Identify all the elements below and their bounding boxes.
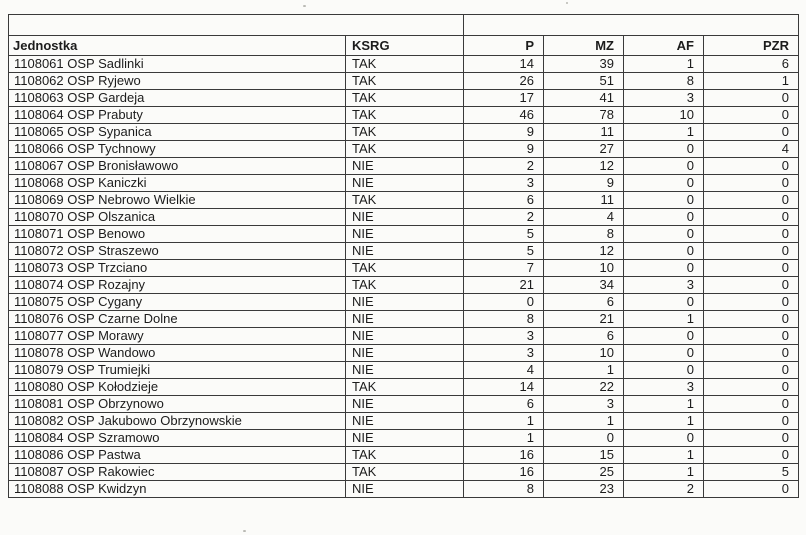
- pzr-count-cell: 0: [704, 260, 799, 277]
- column-header-p: P: [464, 36, 544, 56]
- unit-name-cell: 1108066 OSP Tychnowy: [9, 141, 346, 158]
- p-count-cell: 7: [464, 260, 544, 277]
- mz-count-cell: 41: [544, 90, 624, 107]
- unit-name-cell: 1108062 OSP Ryjewo: [9, 73, 346, 90]
- af-count-cell: 1: [624, 413, 704, 430]
- table-row: [9, 430, 799, 447]
- p-count-cell: 14: [464, 56, 544, 73]
- p-count-cell: 26: [464, 73, 544, 90]
- p-count-cell: 1: [464, 430, 544, 447]
- ksrg-cell: NIE: [346, 328, 464, 345]
- pzr-count-cell: 0: [704, 396, 799, 413]
- af-count-cell: 0: [624, 158, 704, 175]
- pzr-count-cell: 0: [704, 311, 799, 328]
- table-row: [9, 447, 799, 464]
- ksrg-cell: TAK: [346, 379, 464, 396]
- ksrg-cell: NIE: [346, 294, 464, 311]
- table-row: [9, 294, 799, 311]
- mz-count-cell: 10: [544, 260, 624, 277]
- af-count-cell: 1: [624, 396, 704, 413]
- table-row: [9, 226, 799, 243]
- spacer-cell-right: [464, 15, 799, 36]
- osp-units-table: [8, 14, 799, 498]
- table-row: [9, 175, 799, 192]
- table-row: [9, 209, 799, 226]
- unit-name-cell: 1108079 OSP Trumiejki: [9, 362, 346, 379]
- af-count-cell: 10: [624, 107, 704, 124]
- column-header-af: AF: [624, 36, 704, 56]
- table-row: [9, 158, 799, 175]
- p-count-cell: 4: [464, 362, 544, 379]
- af-count-cell: 0: [624, 141, 704, 158]
- table-body: [9, 56, 799, 498]
- unit-name-cell: 1108077 OSP Morawy: [9, 328, 346, 345]
- mz-count-cell: 21: [544, 311, 624, 328]
- af-count-cell: 1: [624, 464, 704, 481]
- af-count-cell: 0: [624, 175, 704, 192]
- pzr-count-cell: 1: [704, 73, 799, 90]
- unit-name-cell: 1108061 OSP Sadlinki: [9, 56, 346, 73]
- mz-count-cell: 1: [544, 413, 624, 430]
- pzr-count-cell: 6: [704, 56, 799, 73]
- table-row: [9, 362, 799, 379]
- mz-count-cell: 12: [544, 158, 624, 175]
- pzr-count-cell: 0: [704, 90, 799, 107]
- scan-speck: [566, 2, 568, 4]
- p-count-cell: 46: [464, 107, 544, 124]
- mz-count-cell: 23: [544, 481, 624, 498]
- af-count-cell: 3: [624, 277, 704, 294]
- mz-count-cell: 51: [544, 73, 624, 90]
- p-count-cell: 2: [464, 209, 544, 226]
- mz-count-cell: 25: [544, 464, 624, 481]
- mz-count-cell: 9: [544, 175, 624, 192]
- af-count-cell: 0: [624, 209, 704, 226]
- ksrg-cell: TAK: [346, 107, 464, 124]
- mz-count-cell: 3: [544, 396, 624, 413]
- mz-count-cell: 78: [544, 107, 624, 124]
- header-row: [9, 36, 799, 56]
- table-row: [9, 260, 799, 277]
- p-count-cell: 5: [464, 243, 544, 260]
- pzr-count-cell: 4: [704, 141, 799, 158]
- scan-speck: [243, 530, 246, 532]
- pzr-count-cell: 0: [704, 294, 799, 311]
- af-count-cell: 2: [624, 481, 704, 498]
- af-count-cell: 0: [624, 192, 704, 209]
- ksrg-cell: NIE: [346, 413, 464, 430]
- ksrg-cell: NIE: [346, 345, 464, 362]
- unit-name-cell: 1108088 OSP Kwidzyn: [9, 481, 346, 498]
- ksrg-cell: NIE: [346, 226, 464, 243]
- ksrg-cell: NIE: [346, 209, 464, 226]
- p-count-cell: 3: [464, 345, 544, 362]
- p-count-cell: 9: [464, 124, 544, 141]
- mz-count-cell: 12: [544, 243, 624, 260]
- column-header-mz: MZ: [544, 36, 624, 56]
- af-count-cell: 0: [624, 430, 704, 447]
- unit-name-cell: 1108086 OSP Pastwa: [9, 447, 346, 464]
- ksrg-cell: TAK: [346, 464, 464, 481]
- ksrg-cell: TAK: [346, 260, 464, 277]
- table-row: [9, 481, 799, 498]
- ksrg-cell: TAK: [346, 90, 464, 107]
- unit-name-cell: 1108064 OSP Prabuty: [9, 107, 346, 124]
- unit-name-cell: 1108087 OSP Rakowiec: [9, 464, 346, 481]
- p-count-cell: 6: [464, 396, 544, 413]
- af-count-cell: 1: [624, 311, 704, 328]
- pzr-count-cell: 0: [704, 481, 799, 498]
- unit-name-cell: 1108076 OSP Czarne Dolne: [9, 311, 346, 328]
- pzr-count-cell: 0: [704, 124, 799, 141]
- unit-name-cell: 1108078 OSP Wandowo: [9, 345, 346, 362]
- unit-name-cell: 1108070 OSP Olszanica: [9, 209, 346, 226]
- mz-count-cell: 27: [544, 141, 624, 158]
- af-count-cell: 1: [624, 447, 704, 464]
- pzr-count-cell: 0: [704, 175, 799, 192]
- ksrg-cell: NIE: [346, 243, 464, 260]
- pzr-count-cell: 0: [704, 447, 799, 464]
- p-count-cell: 5: [464, 226, 544, 243]
- mz-count-cell: 15: [544, 447, 624, 464]
- ksrg-cell: TAK: [346, 141, 464, 158]
- pzr-count-cell: 0: [704, 362, 799, 379]
- ksrg-cell: TAK: [346, 192, 464, 209]
- unit-name-cell: 1108082 OSP Jakubowo Obrzynowskie: [9, 413, 346, 430]
- unit-name-cell: 1108075 OSP Cygany: [9, 294, 346, 311]
- ksrg-cell: TAK: [346, 277, 464, 294]
- pzr-count-cell: 0: [704, 379, 799, 396]
- af-count-cell: 0: [624, 362, 704, 379]
- ksrg-cell: TAK: [346, 124, 464, 141]
- unit-name-cell: 1108081 OSP Obrzynowo: [9, 396, 346, 413]
- mz-count-cell: 11: [544, 192, 624, 209]
- table-row: [9, 124, 799, 141]
- table-row: [9, 328, 799, 345]
- pzr-count-cell: 0: [704, 277, 799, 294]
- p-count-cell: 1: [464, 413, 544, 430]
- pzr-count-cell: 0: [704, 345, 799, 362]
- table-row: [9, 277, 799, 294]
- ksrg-cell: TAK: [346, 73, 464, 90]
- pzr-count-cell: 0: [704, 107, 799, 124]
- spacer-cell-left: [9, 15, 464, 36]
- table-row: [9, 379, 799, 396]
- mz-count-cell: 39: [544, 56, 624, 73]
- pzr-count-cell: 0: [704, 192, 799, 209]
- unit-name-cell: 1108068 OSP Kaniczki: [9, 175, 346, 192]
- table-row: [9, 56, 799, 73]
- table-row: [9, 73, 799, 90]
- unit-name-cell: 1108074 OSP Rozajny: [9, 277, 346, 294]
- mz-count-cell: 6: [544, 294, 624, 311]
- mz-count-cell: 0: [544, 430, 624, 447]
- mz-count-cell: 6: [544, 328, 624, 345]
- table-row: [9, 345, 799, 362]
- unit-name-cell: 1108080 OSP Kołodzieje: [9, 379, 346, 396]
- pzr-count-cell: 0: [704, 430, 799, 447]
- pzr-count-cell: 0: [704, 226, 799, 243]
- unit-name-cell: 1108073 OSP Trzciano: [9, 260, 346, 277]
- af-count-cell: 1: [624, 124, 704, 141]
- mz-count-cell: 11: [544, 124, 624, 141]
- table-row: [9, 243, 799, 260]
- ksrg-cell: NIE: [346, 396, 464, 413]
- af-count-cell: 0: [624, 328, 704, 345]
- column-header-ksrg: KSRG: [346, 36, 464, 56]
- pzr-count-cell: 0: [704, 158, 799, 175]
- ksrg-cell: NIE: [346, 175, 464, 192]
- ksrg-cell: NIE: [346, 430, 464, 447]
- unit-name-cell: 1108084 OSP Szramowo: [9, 430, 346, 447]
- af-count-cell: 0: [624, 243, 704, 260]
- pzr-count-cell: 0: [704, 328, 799, 345]
- p-count-cell: 3: [464, 328, 544, 345]
- af-count-cell: 0: [624, 260, 704, 277]
- p-count-cell: 9: [464, 141, 544, 158]
- pzr-count-cell: 0: [704, 413, 799, 430]
- unit-name-cell: 1108067 OSP Bronisławowo: [9, 158, 346, 175]
- pzr-count-cell: 0: [704, 243, 799, 260]
- table-row: [9, 107, 799, 124]
- table-row: [9, 396, 799, 413]
- column-header-pzr: PZR: [704, 36, 799, 56]
- unit-name-cell: 1108063 OSP Gardeja: [9, 90, 346, 107]
- ksrg-cell: NIE: [346, 158, 464, 175]
- af-count-cell: 0: [624, 294, 704, 311]
- p-count-cell: 8: [464, 481, 544, 498]
- af-count-cell: 0: [624, 345, 704, 362]
- scan-speck: [303, 5, 306, 7]
- unit-name-cell: 1108069 OSP Nebrowo Wielkie: [9, 192, 346, 209]
- pzr-count-cell: 0: [704, 209, 799, 226]
- ksrg-cell: NIE: [346, 362, 464, 379]
- af-count-cell: 0: [624, 226, 704, 243]
- mz-count-cell: 10: [544, 345, 624, 362]
- af-count-cell: 1: [624, 56, 704, 73]
- table-row: [9, 90, 799, 107]
- column-header-jednostka: Jednostka: [9, 36, 346, 56]
- mz-count-cell: 34: [544, 277, 624, 294]
- spacer-row: [9, 15, 799, 36]
- unit-name-cell: 1108065 OSP Sypanica: [9, 124, 346, 141]
- table-row: [9, 464, 799, 481]
- p-count-cell: 2: [464, 158, 544, 175]
- table-row: [9, 413, 799, 430]
- ksrg-cell: NIE: [346, 311, 464, 328]
- table-row: [9, 192, 799, 209]
- table-row: [9, 311, 799, 328]
- p-count-cell: 0: [464, 294, 544, 311]
- af-count-cell: 3: [624, 379, 704, 396]
- mz-count-cell: 22: [544, 379, 624, 396]
- p-count-cell: 16: [464, 447, 544, 464]
- p-count-cell: 14: [464, 379, 544, 396]
- af-count-cell: 8: [624, 73, 704, 90]
- mz-count-cell: 8: [544, 226, 624, 243]
- p-count-cell: 3: [464, 175, 544, 192]
- unit-name-cell: 1108071 OSP Benowo: [9, 226, 346, 243]
- af-count-cell: 3: [624, 90, 704, 107]
- pzr-count-cell: 5: [704, 464, 799, 481]
- p-count-cell: 8: [464, 311, 544, 328]
- ksrg-cell: NIE: [346, 481, 464, 498]
- mz-count-cell: 4: [544, 209, 624, 226]
- mz-count-cell: 1: [544, 362, 624, 379]
- table-row: [9, 141, 799, 158]
- p-count-cell: 6: [464, 192, 544, 209]
- unit-name-cell: 1108072 OSP Straszewo: [9, 243, 346, 260]
- ksrg-cell: TAK: [346, 56, 464, 73]
- p-count-cell: 17: [464, 90, 544, 107]
- p-count-cell: 21: [464, 277, 544, 294]
- ksrg-cell: TAK: [346, 447, 464, 464]
- p-count-cell: 16: [464, 464, 544, 481]
